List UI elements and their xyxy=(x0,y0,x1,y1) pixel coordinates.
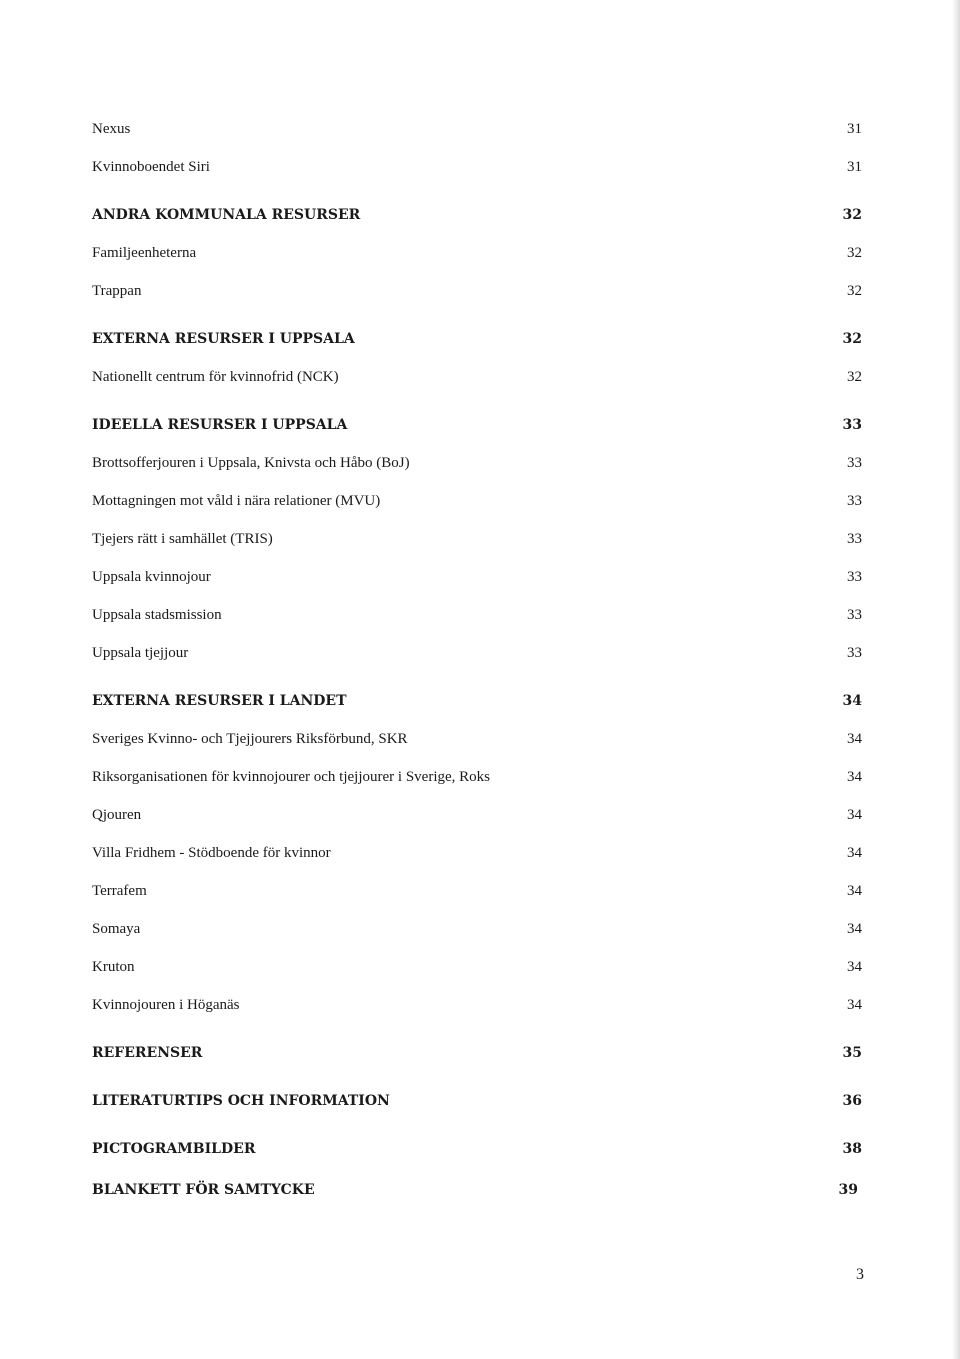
toc-entry-page: 34 xyxy=(847,806,862,823)
toc-entry-title: Qjouren xyxy=(92,806,142,823)
toc-entry xyxy=(92,841,864,865)
toc-entry-title: Mottagningen mot våld i nära relationer (MVU) xyxy=(92,492,381,509)
toc-entry-title: Brottsofferjouren i Uppsala, Knivsta och Håbo (BoJ) xyxy=(92,454,410,471)
toc-entry xyxy=(92,727,864,751)
toc-heading-page: 34 xyxy=(842,693,862,709)
toc-entry xyxy=(92,365,864,389)
toc-heading-page: 33 xyxy=(842,417,862,433)
toc-entry xyxy=(92,917,864,941)
toc-entry-title: Sveriges Kvinno- och Tjejjourers Riksförbund, SKR xyxy=(92,730,408,747)
toc-heading xyxy=(92,1041,864,1065)
toc-entry-page: 32 xyxy=(847,282,862,299)
toc-entry xyxy=(92,451,864,475)
toc-heading xyxy=(92,1178,864,1202)
toc-entry-title: Tjejers rätt i samhället (TRIS) xyxy=(92,530,273,547)
toc-entry xyxy=(92,993,864,1017)
toc-entry xyxy=(92,803,864,827)
toc-heading-title: EXTERNA RESURSER I LANDET xyxy=(92,693,347,709)
toc-heading xyxy=(92,327,864,351)
toc-entry-page: 32 xyxy=(847,244,862,261)
toc-heading-page: 32 xyxy=(842,207,862,223)
toc-heading-title: EXTERNA RESURSER I UPPSALA xyxy=(92,331,355,347)
toc-entry-title: Uppsala stadsmission xyxy=(92,606,222,623)
toc-entry xyxy=(92,603,864,627)
toc-entry-title: Uppsala kvinnojour xyxy=(92,568,211,585)
toc-entry-page: 34 xyxy=(847,920,862,937)
page-number: 3 xyxy=(856,1266,864,1283)
toc-entry-title: Terrafem xyxy=(92,882,147,899)
toc-entry-page: 33 xyxy=(847,606,862,623)
toc-entry xyxy=(92,641,864,665)
toc-entry-page: 33 xyxy=(847,492,862,509)
toc-entry-title: Trappan xyxy=(92,282,142,299)
toc-entry-title: Kvinnoboendet Siri xyxy=(92,158,210,175)
toc-heading-page: 36 xyxy=(842,1093,862,1109)
toc-heading-title: PICTOGRAMBILDER xyxy=(92,1141,256,1157)
toc-heading-title: LITERATURTIPS OCH INFORMATION xyxy=(92,1093,390,1109)
toc-entry-page: 34 xyxy=(847,958,862,975)
toc-entry-page: 34 xyxy=(847,996,862,1013)
toc-heading xyxy=(92,203,864,227)
toc-entry-page: 34 xyxy=(847,844,862,861)
toc-entry-page: 34 xyxy=(847,882,862,899)
toc-entry xyxy=(92,765,864,789)
toc-entry xyxy=(92,279,864,303)
scan-page-edge xyxy=(952,0,960,1359)
toc-heading xyxy=(92,1137,864,1161)
toc-entry-page: 33 xyxy=(847,530,862,547)
toc-heading-page: 38 xyxy=(842,1141,862,1157)
toc-entry-title: Kvinnojouren i Höganäs xyxy=(92,996,240,1013)
toc-entry-title: Riksorganisationen för kvinnojourer och tjejjourer i Sverige, Roks xyxy=(92,768,490,785)
toc-entry xyxy=(92,527,864,551)
toc-entry-title: Kruton xyxy=(92,958,135,975)
toc-entry-title: Nationellt centrum för kvinnofrid (NCK) xyxy=(92,368,339,385)
toc-entry-page: 33 xyxy=(847,568,862,585)
toc-entry-page: 34 xyxy=(847,730,862,747)
toc-entry xyxy=(92,879,864,903)
toc-entry-page: 33 xyxy=(847,454,862,471)
toc-entry xyxy=(92,489,864,513)
toc-heading-page: 39 xyxy=(838,1182,858,1198)
toc-entry-page: 31 xyxy=(847,120,862,137)
toc-entry-page: 34 xyxy=(847,768,862,785)
toc-entry xyxy=(92,241,864,265)
toc-entry-title: Somaya xyxy=(92,920,141,937)
toc-entry xyxy=(92,155,864,179)
toc-heading xyxy=(92,689,864,713)
toc-entry-page: 32 xyxy=(847,368,862,385)
toc-heading xyxy=(92,413,864,437)
toc-heading-title: BLANKETT FÖR SAMTYCKE xyxy=(92,1182,315,1198)
toc-heading-page: 35 xyxy=(842,1045,862,1061)
table-of-contents xyxy=(92,0,864,1359)
toc-entry-title: Villa Fridhem - Stödboende för kvinnor xyxy=(92,844,331,861)
toc-heading xyxy=(92,1089,864,1113)
toc-entry-page: 31 xyxy=(847,158,862,175)
toc-entry-title: Uppsala tjejjour xyxy=(92,644,189,661)
toc-entry xyxy=(92,117,864,141)
toc-heading-title: IDEELLA RESURSER I UPPSALA xyxy=(92,417,348,433)
toc-entry-title: Nexus xyxy=(92,120,131,137)
toc-heading-title: REFERENSER xyxy=(92,1045,203,1061)
toc-entry xyxy=(92,955,864,979)
toc-heading-page: 32 xyxy=(842,331,862,347)
toc-heading-title: ANDRA KOMMUNALA RESURSER xyxy=(92,207,361,223)
toc-entry-title: Familjeenheterna xyxy=(92,244,197,261)
toc-entry xyxy=(92,565,864,589)
toc-entry-page: 33 xyxy=(847,644,862,661)
